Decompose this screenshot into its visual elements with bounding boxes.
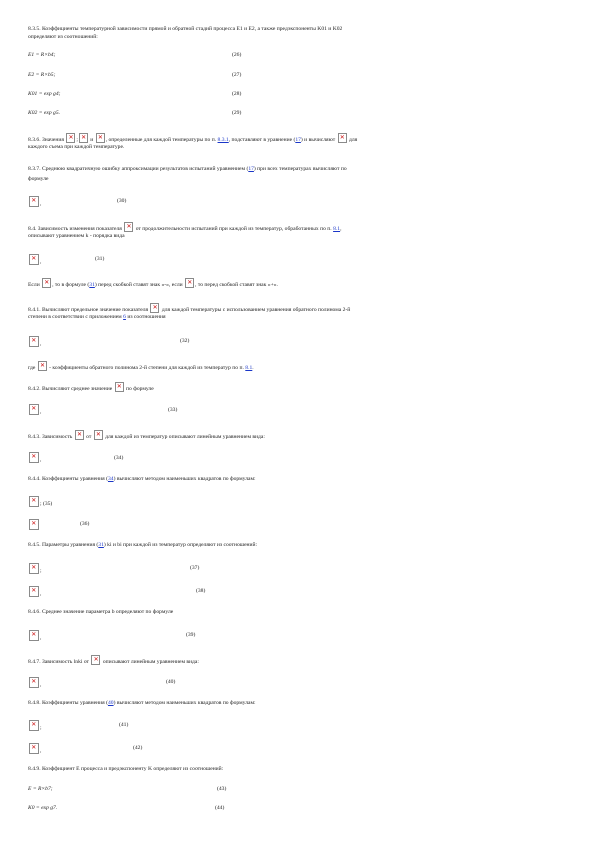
- formula-image-icon: [29, 254, 39, 265]
- formula-image-icon: [29, 720, 39, 731]
- eq-37-number: (37): [190, 565, 200, 571]
- eq-29: K02 = exp g5.: [28, 110, 61, 116]
- broken-image-icon: [96, 133, 105, 143]
- link-31b[interactable]: 31: [98, 542, 104, 548]
- formula-image-icon: [29, 336, 39, 347]
- formula-image-icon: [29, 743, 39, 754]
- eq-43-number: (43): [217, 786, 227, 792]
- eq-37: ✕;: [28, 563, 42, 575]
- s846-line1: 8.4.6. Среднее значение параметра b определяют по формуле: [28, 609, 174, 615]
- link-17b[interactable]: 17: [248, 166, 254, 172]
- s837-line2: формуле: [28, 176, 49, 182]
- s845-line1: 8.4.5. Параметры уравнения (31) ki и bi при каждой из температур определяют из соотношений:: [28, 542, 258, 548]
- s844-line1: 8.4.4. Коэффициенты уравнения (34) вычисляют методом наименьших квадратов по формулам:: [28, 476, 256, 482]
- s849-line1: 8.4.9. Коэффициент E процесса и предэкспоненту K определяют из соотношений:: [28, 766, 224, 772]
- link-40[interactable]: 40: [107, 700, 114, 706]
- formula-image-icon: [29, 519, 39, 530]
- eq-39-number: (39): [186, 632, 196, 638]
- eq-44: K0 = exp g7.: [28, 805, 58, 811]
- link-34[interactable]: 34: [107, 476, 114, 482]
- s836-line2: каждого съема при каждой температуре.: [28, 144, 125, 150]
- eq-26-number: (26): [232, 52, 242, 58]
- s842-line1: 8.4.2. Вычисляют среднее значение ✕ по формуле: [28, 382, 154, 393]
- s836-line1: 8.3.6. Значения ✕ ;✕ и ✕ , определенные для каждой температуры по п. 8.3.1, подставляют в уравнение (17) и вычисляют ✕ для: [28, 133, 357, 144]
- s841-line1: 8.4.1. Вычисляют предельное значение показателя ✕ для каждой температуры с использованием уравнения обратного полинома 2-й: [28, 303, 350, 314]
- eq-34-number: (34): [114, 455, 124, 461]
- broken-image-icon: [338, 133, 347, 143]
- formula-image-icon: [29, 496, 39, 507]
- formula-image-icon: [29, 452, 39, 463]
- link-8-3-1[interactable]: 8.3.1: [217, 137, 229, 143]
- eq-28: K01 = exp g4;: [28, 91, 61, 97]
- link-8-1[interactable]: 8.1: [333, 226, 341, 232]
- eq-44-number: (44): [215, 805, 225, 811]
- eq-26: E1 = R×b4;: [28, 52, 56, 58]
- eq-27-number: (27): [232, 72, 242, 78]
- broken-image-icon: [66, 133, 75, 143]
- eq-42: ✕,: [28, 743, 41, 755]
- s837-line1: 8.3.7. Среднюю квадратичную ошибку аппроксимации результатов испытаний уравнением (17) при всех температурах вычисляют по: [28, 166, 347, 172]
- eq-30: ✕,: [28, 196, 41, 208]
- eq-33: ✕,: [28, 404, 41, 416]
- eq-32: ✕,: [28, 336, 41, 348]
- broken-image-icon: [38, 361, 47, 371]
- eq-36: [28, 519, 40, 531]
- eq-36-number: (36): [80, 521, 90, 527]
- formula-image-icon: [29, 586, 39, 597]
- formula-image-icon: [29, 677, 39, 688]
- link-31[interactable]: 31: [89, 282, 95, 288]
- broken-image-icon: [91, 655, 100, 665]
- s841-where: где ✕ - коэффициенты обратного полинома 2-й степени для каждой из температур по п. 8.1.: [28, 361, 254, 372]
- broken-image-icon: [42, 278, 51, 288]
- eq-29-number: (29): [232, 110, 242, 116]
- eq-32-number: (32): [180, 338, 190, 344]
- s847-line1: 8.4.7. Зависимость lnki от ✕ описывают линейным уравнением вида:: [28, 655, 199, 666]
- link-8-1b[interactable]: 8.1: [245, 365, 253, 371]
- s841-line2: степени в соответствии с приложением 6 из соотношения: [28, 314, 166, 320]
- eq-41-number: (41): [119, 722, 129, 728]
- formula-image-icon: [29, 196, 39, 207]
- broken-image-icon: [115, 382, 124, 392]
- eq-31-number: (31): [95, 256, 105, 262]
- eq-38-number: (38): [196, 588, 206, 594]
- eq-33-number: (33): [168, 407, 178, 413]
- s84-condition: Если ✕ , то в формуле (31) перед скобкой ставят знак «-», если ✕ , то перед скобкой ставят знак «+».: [28, 278, 278, 289]
- s84-line2: описывают уравнением k - порядка вида: [28, 233, 125, 239]
- link-appendix-6[interactable]: 6: [123, 314, 126, 320]
- s835-line2: определяют из соотношений:: [28, 34, 98, 40]
- eq-27: E2 = R×b5;: [28, 72, 56, 78]
- formula-image-icon: [29, 563, 39, 574]
- eq-39: ✕,: [28, 630, 41, 642]
- broken-image-icon: [75, 430, 84, 440]
- broken-image-icon: [94, 430, 103, 440]
- eq-40-number: (40): [166, 679, 176, 685]
- eq-41: ✕;: [28, 720, 42, 732]
- s848-line1: 8.4.8. Коэффициенты уравнения (40) вычисляют методом наименьших квадратов по формулам:: [28, 700, 256, 706]
- formula-image-icon: [29, 404, 39, 415]
- s835-line1: 8.3.5. Коэффициенты температурной зависимости прямой и обратной стадий процесса E1 и E2, а также предэкспоненты K01 и K02: [28, 26, 343, 32]
- broken-image-icon: [79, 133, 88, 143]
- eq-30-number: (30): [117, 198, 127, 204]
- link-17[interactable]: 17: [295, 137, 301, 143]
- formula-image-icon: [29, 630, 39, 641]
- broken-image-icon: [124, 222, 133, 232]
- eq-42-number: (42): [133, 745, 143, 751]
- s84-line1: 8.4. Зависимость изменения показателя ✕ от продолжительности испытаний при каждой из температур, обработанных по п. 8.1,: [28, 222, 341, 233]
- eq-35: ✕; (35): [28, 496, 52, 508]
- eq-34: ✕,: [28, 452, 41, 464]
- broken-image-icon: [185, 278, 194, 288]
- eq-28-number: (28): [232, 91, 242, 97]
- eq-43: E = R×b7;: [28, 786, 53, 792]
- s843-line1: 8.4.3. Зависимость ✕ от ✕ для каждой из температур описывают линейным уравнением вида:: [28, 430, 265, 441]
- eq-38: ✕,: [28, 586, 41, 598]
- eq-40: ✕,: [28, 677, 41, 689]
- eq-31: ✕,: [28, 254, 41, 266]
- broken-image-icon: [150, 303, 159, 313]
